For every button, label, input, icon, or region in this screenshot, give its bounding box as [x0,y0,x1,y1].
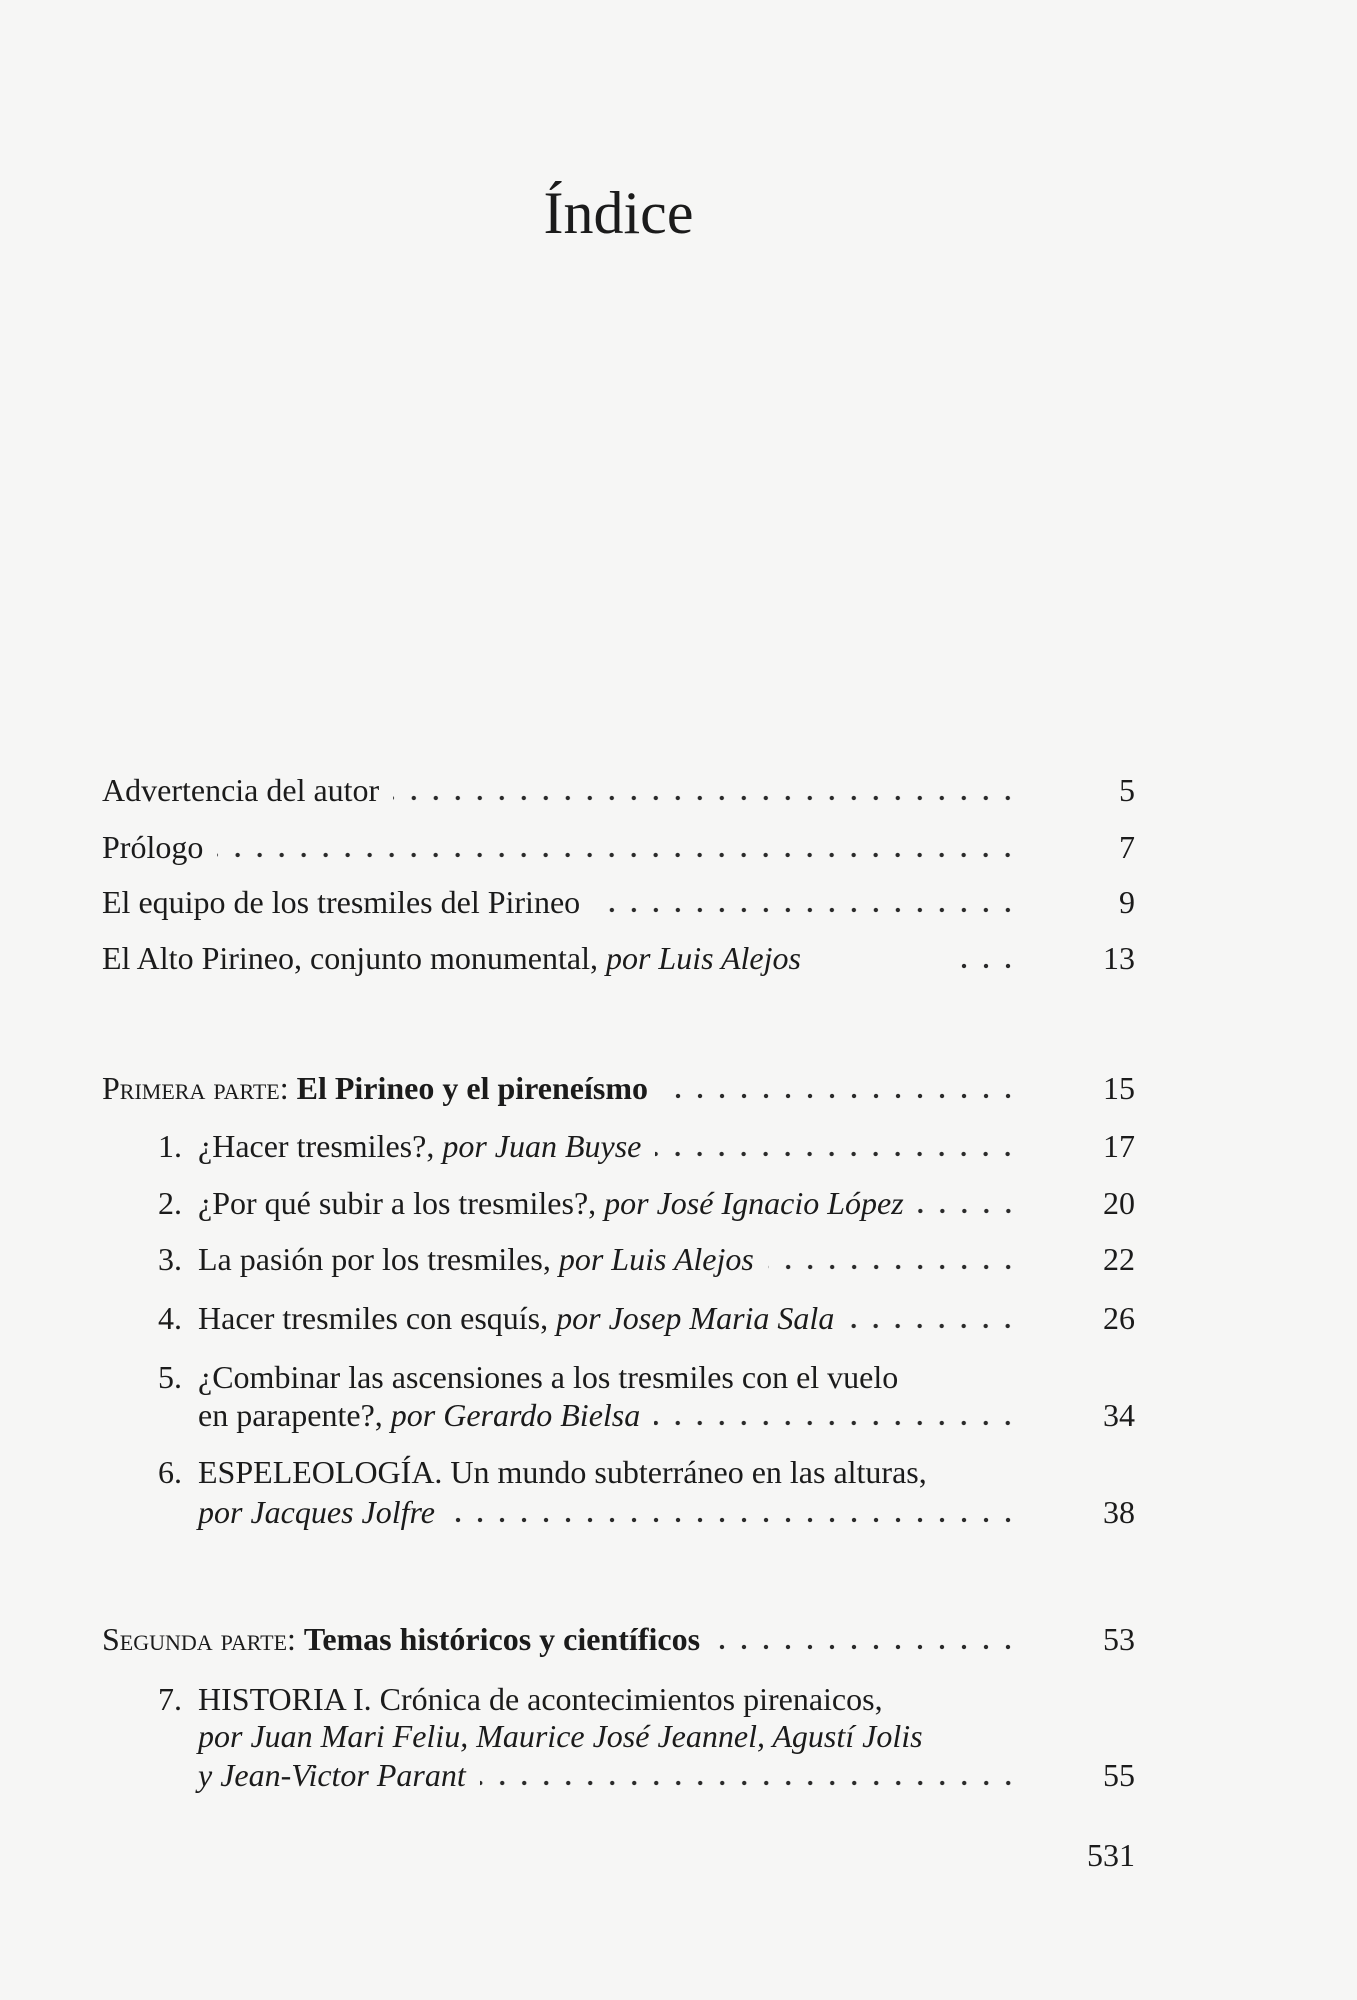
dot-leader [217,852,1019,858]
chapter-number: 5. [158,1359,182,1395]
chapter-entry [140,1126,1135,1166]
entry-label [198,1183,904,1223]
entry-title: Prólogo [102,829,204,865]
entry-title: HISTORIA I. Crónica de acontecimientos pirenaicos, [198,1681,883,1717]
dot-leader [848,1323,1019,1329]
page-number: 26 [1103,1300,1135,1336]
toc-entry [102,770,1135,810]
toc-entry [102,827,1135,867]
entry-title: en parapente?, [198,1397,383,1433]
dot-leader [953,963,1019,969]
part-heading-label [102,1068,648,1108]
chapter-entry [140,1452,1135,1492]
entry-author: por Luis Alejos [558,1241,754,1277]
chapter-number: 4. [158,1300,182,1336]
entry-author: por Juan Buyse [442,1128,642,1164]
dot-leader [714,1644,1019,1650]
toc-entry [102,882,1135,922]
entry-label [198,1298,834,1338]
entry-title: ¿Hacer tresmiles?, [198,1128,435,1164]
page-number: 17 [1103,1128,1135,1164]
page-number: 5 [1119,772,1135,808]
toc-entry [102,938,1135,978]
chapter-entry [140,1357,1135,1397]
entry-title: Hacer tresmiles con esquís, [198,1300,549,1336]
entry-label [198,1395,640,1435]
page-number: 15 [1103,1070,1135,1106]
part-label: Primera parte: [102,1070,289,1106]
page-number: 7 [1119,829,1135,865]
chapter-number: 2. [158,1185,182,1221]
part-label: Segunda parte: [102,1621,296,1657]
page-number: 20 [1103,1185,1135,1221]
page-number: 9 [1119,884,1135,920]
chapter-number: 3. [158,1241,182,1277]
entry-label [198,1126,641,1166]
dot-leader [662,1093,1019,1099]
page-number: 55 [1103,1757,1135,1793]
part-heading-label [102,1619,700,1659]
page-number: 22 [1103,1241,1135,1277]
part-heading [102,1619,1135,1659]
chapter-entry-continuation [198,1395,1135,1435]
page-number: 38 [1103,1494,1135,1530]
chapter-entry [140,1183,1135,1223]
entry-author: por Juan Mari Feliu, Maurice José Jeannel, Agustí Jolis [198,1718,923,1754]
entry-title: ¿Combinar las ascensiones a los tresmiles con el vuelo [198,1359,899,1395]
chapter-number: 1. [158,1128,182,1164]
dot-leader [655,1151,1019,1157]
dot-leader [393,795,1019,801]
dot-leader [768,1264,1019,1270]
entry-title: El equipo de los tresmiles del Pirineo [102,884,581,920]
chapter-entry [140,1298,1135,1338]
chapter-number: 6. [158,1454,182,1490]
entry-author: por Josep Maria Sala [556,1300,835,1336]
dot-leader [654,1420,1019,1426]
page-title: Índice [543,180,694,246]
entry-author: por Luis Alejos [605,940,801,976]
folio-page-number: 531 [1087,1837,1135,1873]
part-heading [102,1068,1135,1108]
part-title: El Pirineo y el pireneísmo [296,1070,648,1106]
part-title: Temas históricos y científicos [303,1621,701,1657]
dot-leader [480,1780,1019,1786]
chapter-entry [140,1679,1135,1719]
dot-leader [918,1208,1019,1214]
page-number: 53 [1103,1621,1135,1657]
entry-title: ESPELEOLOGÍA. Un mundo subterráneo en las alturas, [198,1454,927,1490]
entry-label [102,938,801,978]
page-number: 34 [1103,1397,1135,1433]
entry-title: Advertencia del autor [102,772,380,808]
entry-label [198,1239,754,1279]
entry-title: La pasión por los tresmiles, [198,1241,551,1277]
entry-author: y Jean-Victor Parant [198,1757,466,1793]
entry-author: por Jacques Jolfre [198,1494,435,1530]
chapter-number: 7. [158,1681,182,1717]
dot-leader [594,907,1019,913]
page-number: 13 [1103,940,1135,976]
entry-author: por Gerardo Bielsa [390,1397,641,1433]
entry-title: ¿Por qué subir a los tresmiles?, [198,1185,597,1221]
chapter-entry-continuation [198,1755,1135,1795]
chapter-entry-continuation [198,1492,1135,1532]
dot-leader [449,1517,1019,1523]
entry-author: por José Ignacio López [604,1185,904,1221]
entry-title: El Alto Pirineo, conjunto monumental, [102,940,598,976]
chapter-entry [140,1239,1135,1279]
